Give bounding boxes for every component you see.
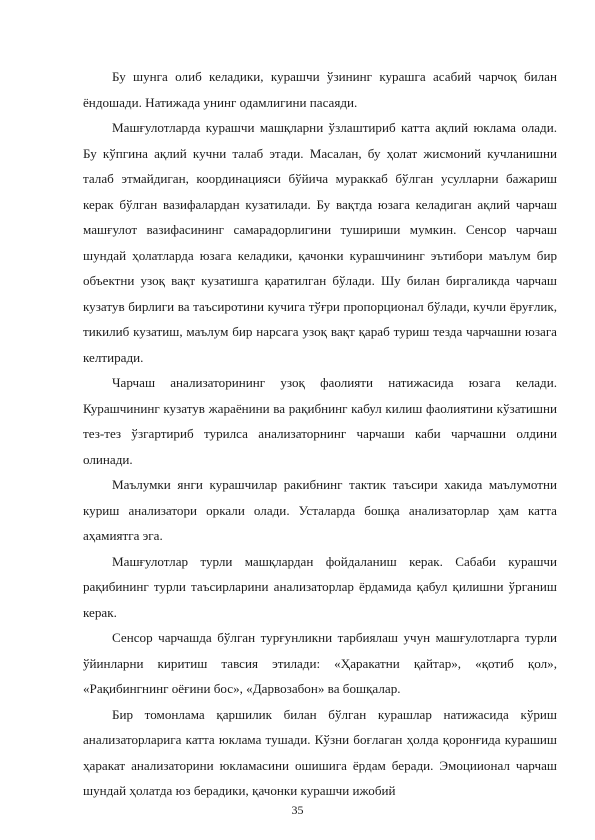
paragraph-3: Чарчаш анализаторининг узоқ фаолияти натижасида юзага келади. Курашчининг кузатув жараёнини ва рақибнинг кабул килиш фаолиятини кўзатишни тез-тез ўзгартириб турилса анализаторнинг чарчаши каби чарчашни олдини олинади.	[83, 375, 557, 467]
paragraph-6: Сенсор чарчашда бўлган турғунликни тарбиялаш учун машғулотларга турли ўйинларни киритиш тавсия этилади: «Ҳаракатни қайтар», «қотиб қол», «Рақибингнинг оёғини бос», «Дарвозабон» ва бошқалар.	[83, 630, 557, 696]
paragraph-5: Машғулотлар турли машқлардан фойдаланиш керак. Сабаби курашчи рақибининг турли таъсирларини анализаторлар ёрдамида қабул қилишни ўрганиш керак.	[83, 553, 557, 620]
paragraph-4: Маълумки янги курашчилар ракибнинг тактик таъсири хакида маълумотни куриш анализатори оркали олади. Усталарда бошқа анализаторлар ҳам катта аҳамиятга эга.	[83, 477, 557, 543]
paragraph-7: Бир томонлама қаршилик билан бўлган курашлар натижасида кўриш анализаторларига катта юклама тушади. Кўзни боғлаган ҳолда қоронғида курашиш ҳаракат анализаторини юкламасини ошишига ёрдам беради. Эмоциионал чарчаш шундай ҳолатда юз берадики, қачонки курашчи ижобий	[83, 706, 557, 798]
paragraph-2: Машғулотларда курашчи машқларни ўзлаштириб катта ақлий юклама олади. Бу кўпгина ақлий кучни талаб этади. Масалан, бу ҳолат жисмоний кучланишни талаб этмайдиган, координацияси бўйича мураккаб бўлган усулларни бажариш керак бўлган вазифалардан кузатилади. Бу вақтда юзага келадиган ақлий чарчаш машғулот вазифасининг самарадорлигини тушириши мумкин. Сенсор чарчаш шундай ҳолатларда юзага келадики, қачонки курашчининг эътибори маълум бир объектни узоқ вақт кузатишга қаратилган бўлади. Шу билан биргаликда чарчаш кузатув бирлиги ва таъсиротини кучига тўғри пропорционал бўлади, кучли ёруғлик, тикилиб кузатиш, маълум бир нарсага узоқ вақт қараб туриш тезда чарчашни юзага келтиради.	[83, 120, 557, 365]
paragraph-1: Бу шунга олиб келадики, курашчи ўзининг курашга асабий чарчоқ билан ёндошади. Натижада унинг одамлигини пасаяди.	[83, 69, 557, 110]
document-body	[83, 64, 557, 804]
page-number: 35	[291, 803, 304, 817]
